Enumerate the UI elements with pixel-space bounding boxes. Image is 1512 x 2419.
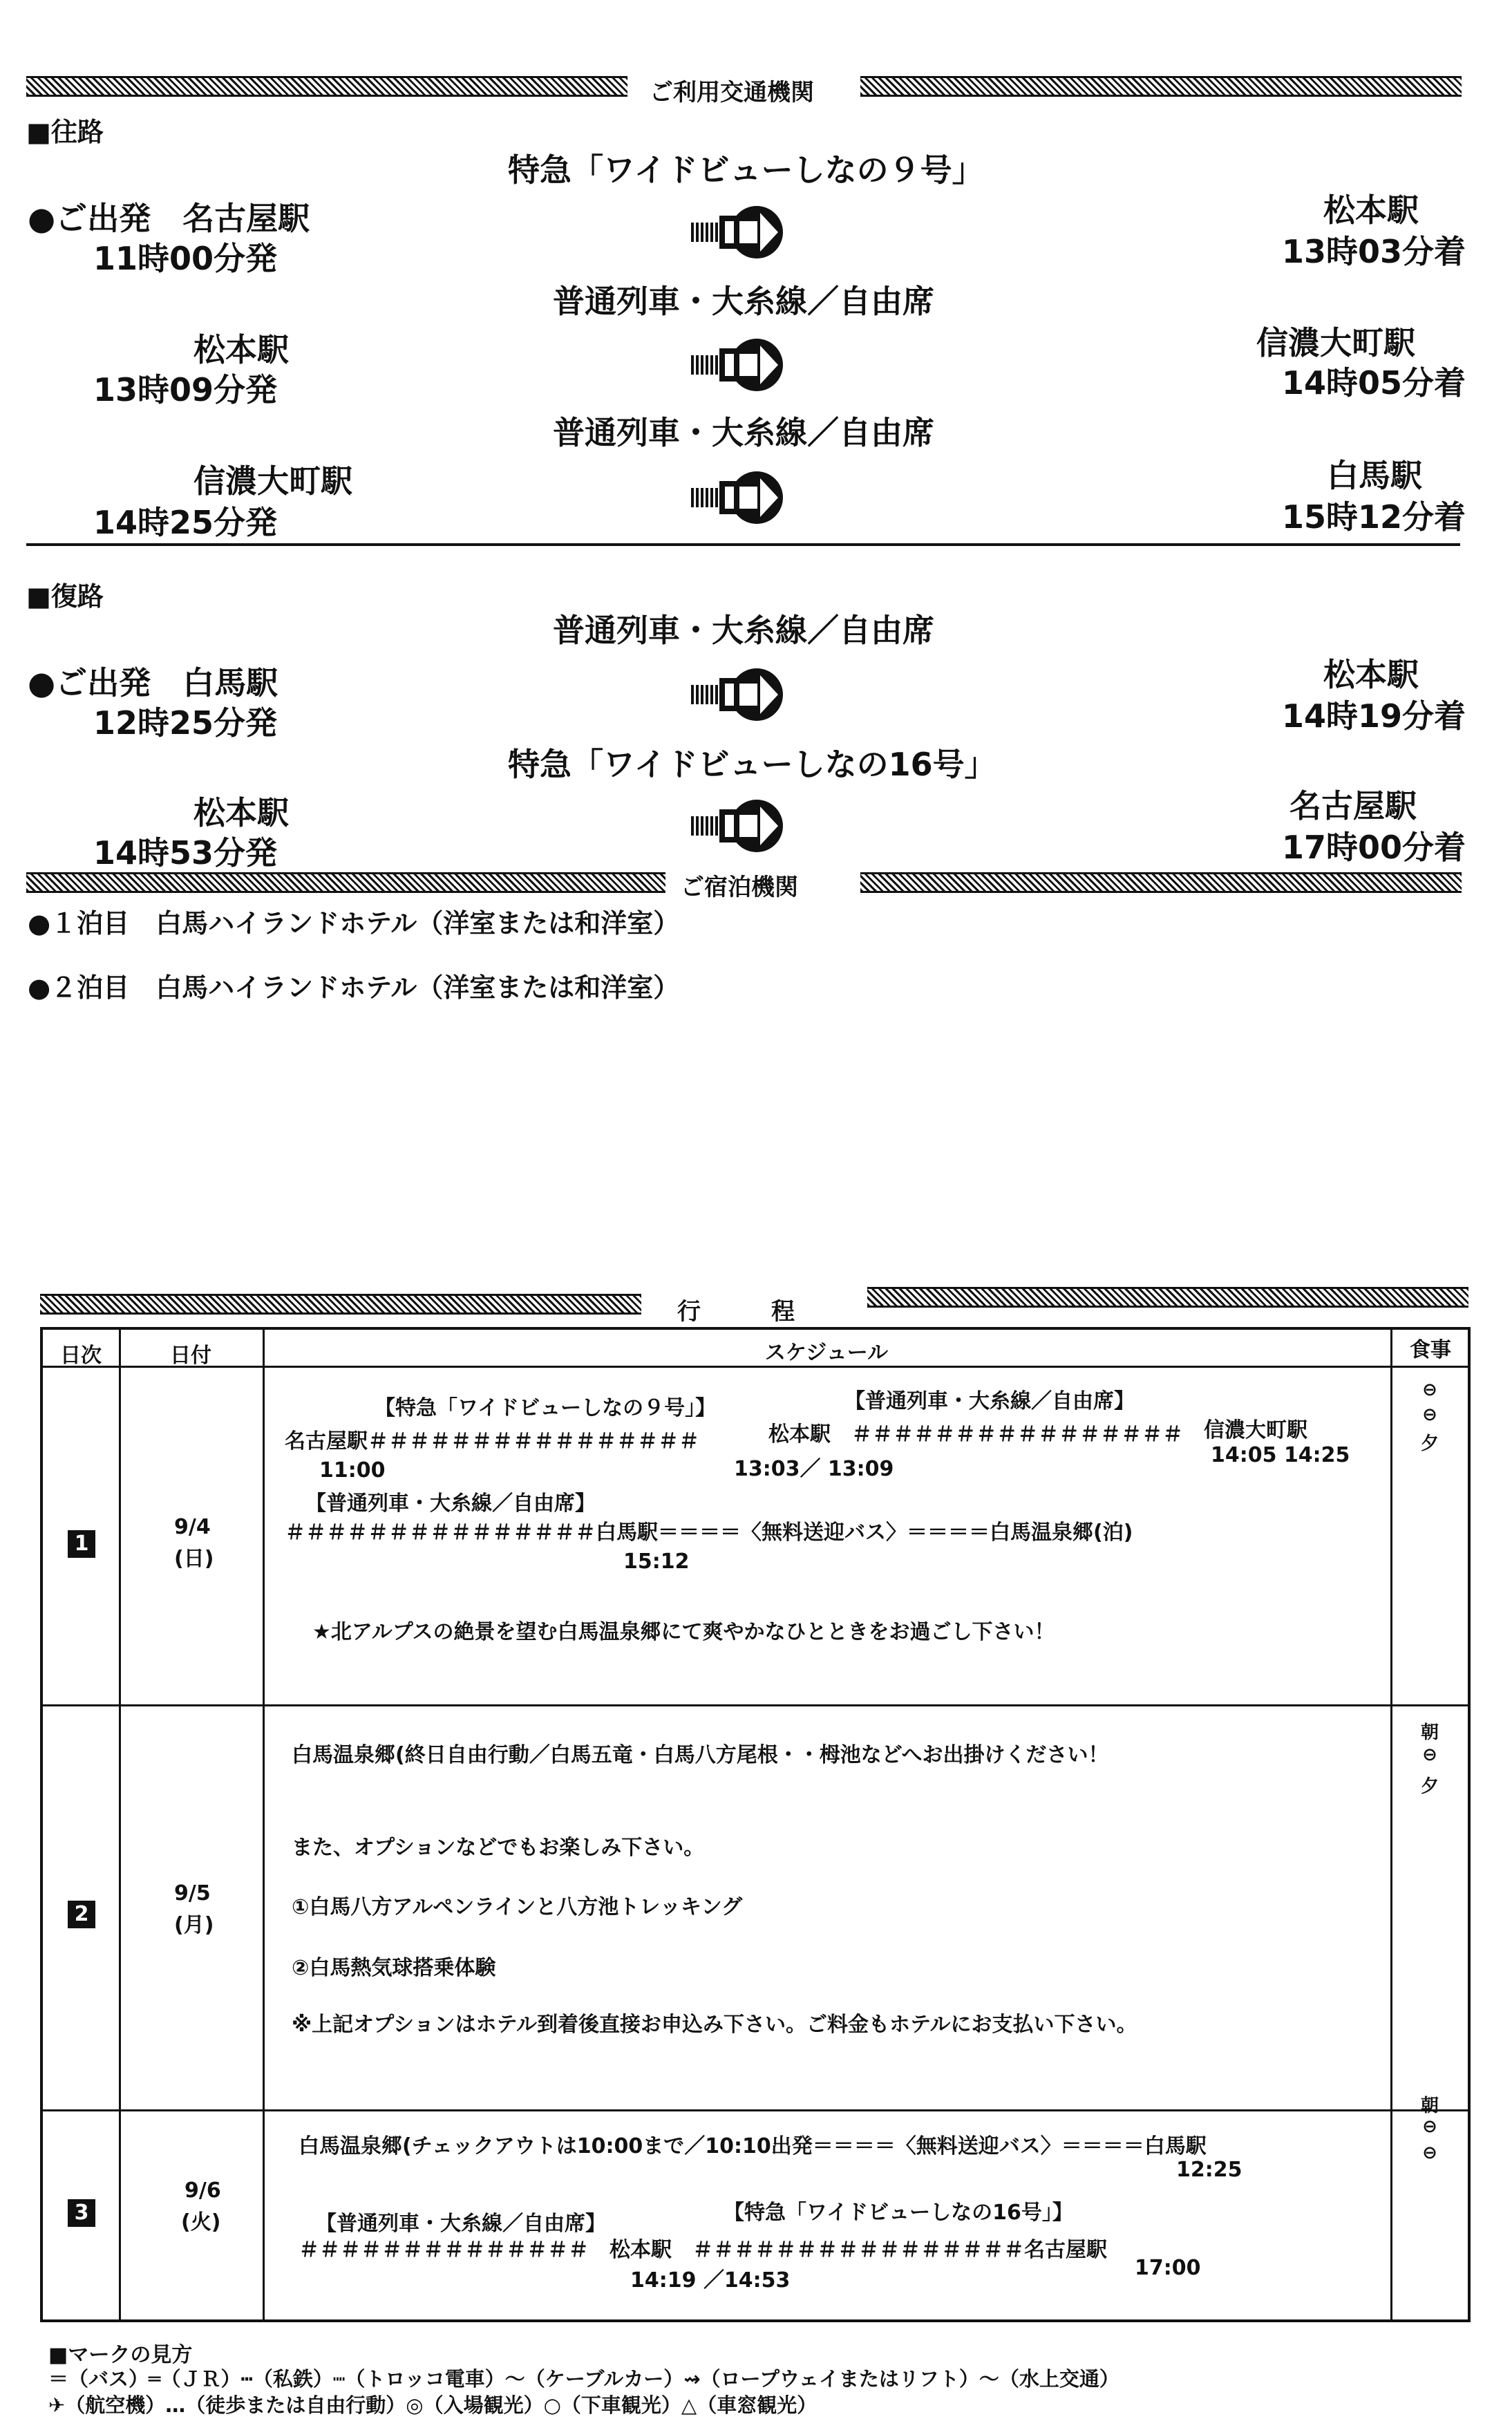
lodging-night-2: ●２泊目 白馬ハイランドホテル（洋室または和洋室） — [28, 972, 680, 1003]
itinerary-table — [40, 1327, 1471, 2322]
schedule-line: 松本駅 ＃＃＃＃＃＃＃＃＃＃＃＃＃＃＃＃ — [768, 1422, 1183, 1447]
train-arrow-icon — [691, 470, 795, 525]
day-date: 9/6 — [185, 2178, 221, 2203]
outbound-leg1-from-station: ●ご出発 名古屋駅 — [28, 200, 310, 237]
return-leg2-to-station: 名古屋駅 — [1289, 787, 1417, 825]
return-leg2-train: 特急「ワイドビューしなの16号」 — [508, 746, 996, 783]
outbound-leg2-to-station: 信濃大町駅 — [1256, 324, 1415, 361]
schedule-line: 17:00 — [1135, 2256, 1201, 2280]
meal-lunch: ⊖ — [1422, 2116, 1437, 2137]
schedule-line: 11:00 — [319, 1458, 386, 1483]
day-weekday: (月) — [174, 1913, 214, 1937]
schedule-line: 【普通列車・大糸線／自由席】 — [305, 1491, 596, 1516]
train-arrow-icon — [691, 798, 795, 854]
transport-title: ご利用交通機関 — [650, 79, 814, 106]
outbound-leg1-from-time: 11時00分発 — [93, 240, 278, 277]
schedule-line: ※上記オプションはホテル到着後直接お申込み下さい。ご料金もホテルにお支払い下さい。 — [292, 2013, 1137, 2037]
day-weekday: (日) — [174, 1547, 214, 1571]
outbound-leg1-to-station: 松本駅 — [1323, 191, 1419, 229]
outbound-leg2-from-station: 松本駅 — [193, 331, 289, 368]
schedule-line: 13:03／ 13:09 — [734, 1457, 894, 1481]
meal-dinner: 夕 — [1420, 1433, 1439, 1454]
header-schedule: スケジュール — [764, 1341, 889, 1365]
schedule-line: ①白馬八方アルペンラインと八方池トレッキング — [292, 1895, 743, 1919]
schedule-line: 12:25 — [1176, 2158, 1242, 2182]
schedule-line: 【普通列車・大糸線／自由席】 — [844, 1389, 1135, 1413]
return-leg2-to-time: 17時00分着 — [1282, 829, 1466, 866]
return-leg1-to-time: 14時19分着 — [1282, 697, 1466, 735]
lodging-night-1: ●１泊目 白馬ハイランドホテル（洋室または和洋室） — [28, 908, 680, 939]
meal-breakfast: 朝 — [1420, 2096, 1439, 2116]
schedule-line: 14:19 ／14:53 — [630, 2268, 791, 2293]
outbound-leg3-to-time: 15時12分着 — [1282, 498, 1466, 536]
day-date: 9/4 — [174, 1515, 211, 1539]
return-leg2-from-time: 14時53分発 — [93, 834, 278, 872]
return-leg1-to-station: 松本駅 — [1323, 656, 1419, 693]
day-number: 3 — [68, 2199, 95, 2227]
section-bar-left — [26, 76, 627, 97]
day-number: 1 — [68, 1530, 95, 1558]
section-bar-left — [40, 1294, 641, 1315]
meal-breakfast: ⊖ — [1422, 1380, 1437, 1400]
return-leg1-train: 普通列車・大糸線／自由席 — [553, 612, 934, 649]
return-leg1-from-station: ●ご出発 白馬駅 — [28, 664, 278, 702]
train-arrow-icon — [691, 667, 795, 722]
itinerary-title: 行 程 — [677, 1298, 795, 1326]
schedule-line: ★北アルプスの絶景を望む白馬温泉郷にて爽やかなひとときをお過ごし下さい！ — [312, 1620, 1055, 1644]
outbound-leg3-from-station: 信濃大町駅 — [193, 462, 352, 500]
return-leg2-from-station: 松本駅 — [193, 794, 289, 831]
header-day: 日次 — [60, 1344, 102, 1368]
section-bar-right — [860, 76, 1462, 97]
schedule-line: 名古屋駅＃＃＃＃＃＃＃＃＃＃＃＃＃＃＃＃ — [285, 1429, 699, 1453]
meal-lunch: ⊖ — [1422, 1744, 1437, 1765]
day-number: 2 — [68, 1901, 95, 1928]
section-bar-right — [860, 872, 1462, 893]
header-meals: 食事 — [1410, 1338, 1451, 1362]
schedule-line: 【特急「ワイドビューしなの16号」】 — [724, 2201, 1073, 2225]
outbound-leg3-from-time: 14時25分発 — [93, 504, 278, 541]
outbound-label: ■往路 — [26, 117, 104, 147]
outbound-leg2-from-time: 13時09分発 — [93, 371, 278, 408]
section-bar-right — [867, 1287, 1468, 1308]
legend-title: ■マークの見方 — [48, 2343, 193, 2367]
day-weekday: (火) — [181, 2210, 221, 2234]
schedule-line: 15:12 — [623, 1550, 690, 1574]
schedule-line: 14:05 14:25 — [1211, 1443, 1350, 1467]
legend-line-1: ＝（バス）═（ＪＲ）┅（私鉄）┉（トロッコ電車）〜（ケーブルカー）⇝（ロープウェイまたはリフト）〜（水上交通） — [48, 2367, 1119, 2391]
schedule-line: 信濃大町駅 — [1204, 1418, 1307, 1442]
outbound-leg3-to-station: 白馬駅 — [1327, 457, 1422, 494]
outbound-leg2-to-time: 14時05分着 — [1282, 364, 1466, 402]
lodging-title: ご宿泊機関 — [681, 874, 798, 901]
meal-dinner: ⊖ — [1422, 2143, 1437, 2163]
legend-line-2: ✈（航空機）…（徒歩または自由行動）◎（入場観光）○（下車観光）△（車窓観光） — [48, 2393, 818, 2417]
header-date: 日付 — [170, 1344, 211, 1368]
return-leg1-from-time: 12時25分発 — [93, 704, 278, 742]
schedule-line: 【特急「ワイドビューしなの９号」】 — [375, 1396, 717, 1420]
schedule-line: ＃＃＃＃＃＃＃＃＃＃＃＃＃＃＃白馬駅＝＝＝＝〈無料送迎バス〉＝＝＝＝白馬温泉郷(泊) — [285, 1521, 1133, 1545]
outbound-leg1-to-time: 13時03分着 — [1282, 233, 1466, 270]
schedule-line: また、オプションなどでもお楽しみ下さい。 — [292, 1836, 705, 1860]
outbound-leg3-train: 普通列車・大糸線／自由席 — [553, 414, 934, 451]
outbound-leg2-train: 普通列車・大糸線／自由席 — [553, 283, 934, 320]
schedule-line: ＃＃＃＃＃＃＃＃＃＃＃＃＃＃ 松本駅 ＃＃＃＃＃＃＃＃＃＃＃＃＃＃＃＃名古屋駅 — [299, 2238, 1107, 2262]
divider — [26, 543, 1460, 546]
return-label: ■復路 — [26, 581, 104, 612]
meal-breakfast: 朝 — [1420, 1722, 1439, 1743]
schedule-line: 【普通列車・大糸線／自由席】 — [316, 2212, 606, 2236]
train-arrow-icon — [691, 205, 795, 260]
train-arrow-icon — [691, 337, 795, 393]
schedule-line: 白馬温泉郷(チェックアウトは10:00まで／10:10出発＝＝＝＝〈無料送迎バス〉＝＝＝＝白馬駅 — [299, 2134, 1207, 2158]
meal-lunch: ⊖ — [1422, 1404, 1437, 1425]
day-date: 9/5 — [174, 1881, 211, 1905]
schedule-line: 白馬温泉郷(終日自由行動／白馬五竜・白馬八方尾根・・栂池などへお出掛けください！ — [292, 1743, 1109, 1767]
meal-dinner: 夕 — [1420, 1776, 1439, 1797]
schedule-line: ②白馬熱気球搭乗体験 — [292, 1956, 496, 1980]
section-bar-left — [26, 872, 665, 893]
outbound-leg1-train: 特急「ワイドビューしなの９号」 — [508, 151, 984, 189]
